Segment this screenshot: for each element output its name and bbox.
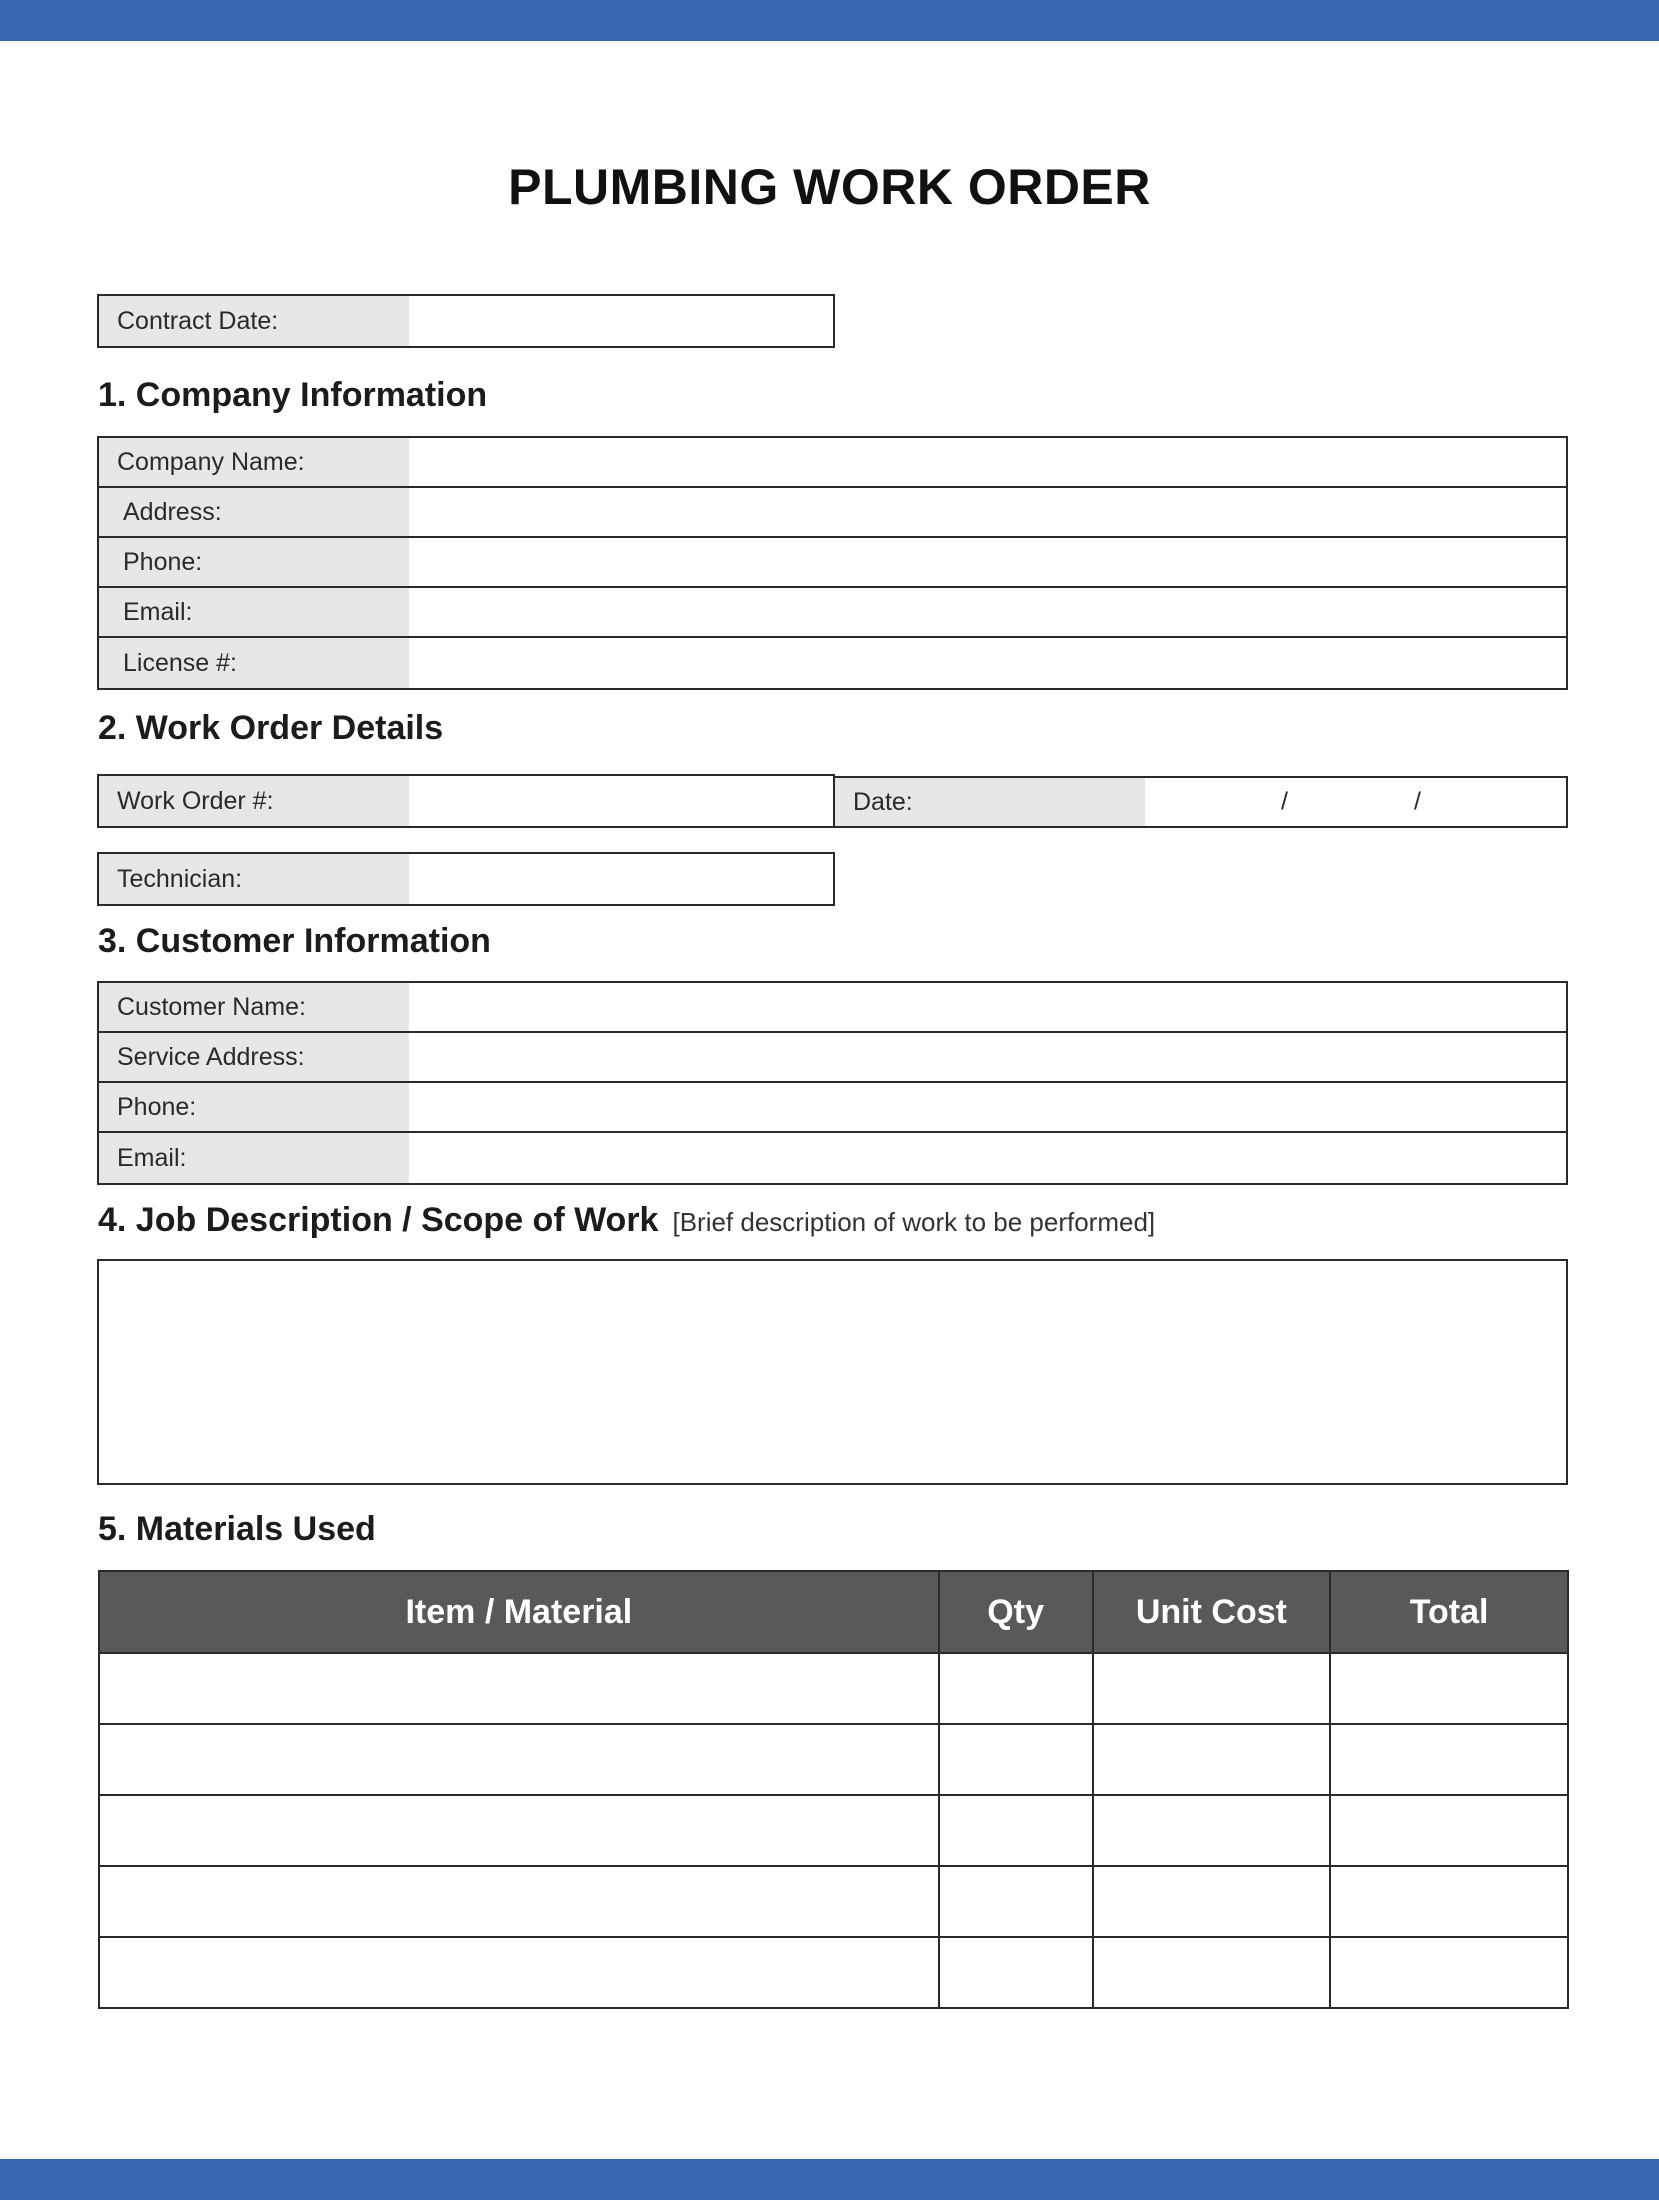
technician-row (99, 854, 833, 904)
job-description-field[interactable] (97, 1259, 1568, 1485)
company-phone-field[interactable] (409, 538, 1566, 586)
date-field[interactable] (1145, 778, 1566, 826)
table-row (99, 1795, 1568, 1866)
work-order-number-row (99, 776, 833, 826)
table-row (99, 1866, 1568, 1937)
customer-phone-label: Phone: (99, 1083, 409, 1131)
materials-cell-unit-cost[interactable] (1093, 1937, 1331, 2008)
customer-email-row (99, 1133, 1566, 1183)
job-description-heading (98, 1201, 1155, 1240)
contract-date-row (99, 296, 833, 346)
materials-cell-qty[interactable] (939, 1724, 1093, 1795)
column-header-item: Item / Material (99, 1571, 939, 1653)
materials-cell-total[interactable] (1330, 1724, 1568, 1795)
materials-cell-unit-cost[interactable] (1093, 1724, 1331, 1795)
date-separator: / (1414, 787, 1421, 816)
materials-cell-qty[interactable] (939, 1866, 1093, 1937)
materials-cell-total[interactable] (1330, 1937, 1568, 2008)
company-email-row (99, 588, 1566, 638)
company-email-field[interactable] (409, 588, 1566, 636)
materials-cell-unit-cost[interactable] (1093, 1653, 1331, 1724)
customer-name-row (99, 983, 1566, 1033)
materials-cell-item[interactable] (99, 1937, 939, 2008)
materials-cell-item[interactable] (99, 1724, 939, 1795)
page-title: PLUMBING WORK ORDER (508, 159, 1151, 215)
materials-heading: 5. Materials Used (98, 1510, 376, 1548)
materials-header-row (99, 1571, 1568, 1653)
customer-info-heading: 3. Customer Information (98, 922, 491, 960)
materials-cell-qty[interactable] (939, 1653, 1093, 1724)
company-info-table (97, 436, 1568, 690)
customer-email-label: Email: (99, 1133, 409, 1183)
company-phone-label: Phone: (99, 538, 409, 586)
date-table (833, 776, 1568, 828)
customer-phone-field[interactable] (409, 1083, 1566, 1131)
company-license-row (99, 638, 1566, 688)
service-address-field[interactable] (409, 1033, 1566, 1081)
materials-cell-item[interactable] (99, 1866, 939, 1937)
column-header-total: Total (1330, 1571, 1568, 1653)
company-name-label: Company Name: (99, 438, 409, 486)
job-description-note: [Brief description of work to be performed] (672, 1207, 1156, 1237)
company-address-label: Address: (99, 488, 409, 536)
contract-date-table (97, 294, 835, 348)
materials-cell-total[interactable] (1330, 1866, 1568, 1937)
materials-table (98, 1570, 1569, 2009)
materials-rows (99, 1653, 1568, 2008)
materials-cell-total[interactable] (1330, 1653, 1568, 1724)
contract-date-field[interactable] (409, 296, 833, 346)
work-order-number-table (97, 774, 835, 828)
top-accent-band (0, 0, 1659, 41)
customer-name-field[interactable] (409, 983, 1566, 1031)
materials-cell-item[interactable] (99, 1653, 939, 1724)
bottom-accent-band (0, 2159, 1659, 2200)
date-separator: / (1281, 787, 1288, 816)
table-row (99, 1937, 1568, 2008)
company-name-row (99, 438, 1566, 488)
work-order-number-label: Work Order #: (99, 776, 409, 826)
company-phone-row (99, 538, 1566, 588)
technician-label: Technician: (99, 854, 409, 904)
company-license-field[interactable] (409, 638, 1566, 688)
company-address-field[interactable] (409, 488, 1566, 536)
customer-email-field[interactable] (409, 1133, 1566, 1183)
company-info-heading: 1. Company Information (98, 376, 488, 414)
company-license-label: License #: (99, 638, 409, 688)
company-address-row (99, 488, 1566, 538)
work-order-number-field[interactable] (409, 776, 833, 826)
materials-cell-qty[interactable] (939, 1795, 1093, 1866)
technician-table (97, 852, 835, 906)
materials-cell-unit-cost[interactable] (1093, 1866, 1331, 1937)
customer-phone-row (99, 1083, 1566, 1133)
technician-field[interactable] (409, 854, 833, 904)
service-address-row (99, 1033, 1566, 1083)
table-row (99, 1653, 1568, 1724)
materials-cell-total[interactable] (1330, 1795, 1568, 1866)
materials-cell-qty[interactable] (939, 1937, 1093, 2008)
job-description-title: 4. Job Description / Scope of Work (98, 1201, 659, 1239)
column-header-qty: Qty (939, 1571, 1093, 1653)
customer-info-table (97, 981, 1568, 1185)
company-name-field[interactable] (409, 438, 1566, 486)
table-row (99, 1724, 1568, 1795)
column-header-unit-cost: Unit Cost (1093, 1571, 1331, 1653)
materials-cell-item[interactable] (99, 1795, 939, 1866)
materials-cell-unit-cost[interactable] (1093, 1795, 1331, 1866)
customer-name-label: Customer Name: (99, 983, 409, 1031)
work-order-heading: 2. Work Order Details (98, 709, 444, 747)
service-address-label: Service Address: (99, 1033, 409, 1081)
contract-date-label: Contract Date: (99, 296, 409, 346)
date-label: Date: (835, 778, 1145, 826)
company-email-label: Email: (99, 588, 409, 636)
